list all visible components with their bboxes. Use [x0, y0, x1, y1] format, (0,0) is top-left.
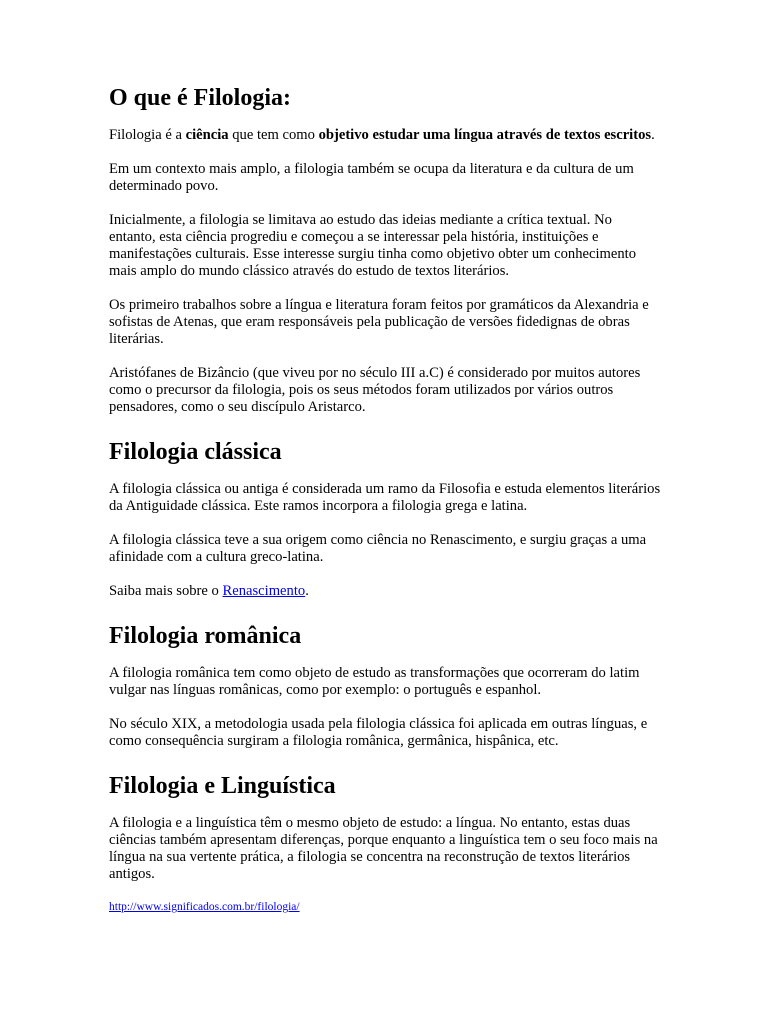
intro-paragraph-2: Em um contexto mais amplo, a filologia também se ocupa da literatura e da cultura de um determinado povo. [109, 161, 634, 194]
intro-p1-text-e: . [651, 127, 655, 143]
page-title: O que é Filologia: [109, 85, 291, 111]
section-title-romanica: Filologia românica [109, 623, 302, 649]
source-url-link[interactable]: http://www.significados.com.br/filologia/ [109, 901, 300, 913]
classica-paragraph-2: A filologia clássica teve a sua origem como ciência no Renascimento, e surgiu graças a uma afinidade com a cultura greco-latina. [109, 532, 647, 565]
intro-paragraph-4: Os primeiro trabalhos sobre a língua e literatura foram feitos por gramáticos da Alexandria e sofistas de Atenas, que eram responsáveis pela publicação de versões fidedignas de obras literárias. [109, 297, 649, 347]
renascimento-link[interactable]: Renascimento [222, 583, 306, 599]
section-title-classica: Filologia clássica [109, 439, 282, 465]
section-title-linguistica: Filologia e Linguística [109, 773, 336, 799]
intro-p1-text-a: Filologia é a [109, 127, 186, 143]
article [109, 83, 661, 933]
romanica-paragraph-2: No século XIX, a metodologia usada pela filologia clássica foi aplicada em outras línguas, e como consequência surgiram a filologia românica, germânica, hispânica, etc. [109, 716, 648, 749]
source-url-paragraph [109, 899, 661, 916]
linguistica-paragraph-1: A filologia e a linguística têm o mesmo objeto de estudo: a língua. No entanto, estas duas ciências também apresentam diferenças, porque enquanto a linguística tem o seu foco mais na língua na sua vertente prática, a filologia se concentra na reconstrução de textos literários antigos. [109, 815, 658, 882]
intro-paragraph-1 [109, 127, 661, 144]
see-more-suffix: . [305, 583, 309, 599]
romanica-paragraph-1: A filologia românica tem como objeto de estudo as transformações que ocorreram do latim vulgar nas línguas românicas, como por exemplo: o português e espanhol. [109, 665, 640, 698]
see-more-prefix: Saiba mais sobre o [109, 583, 223, 599]
intro-paragraph-5: Aristófanes de Bizâncio (que viveu por no século III a.C) é considerado por muitos autores como o precursor da filologia, pois os seus métodos foram utilizados por vários outros pensadores, como o seu discípulo Aristarco. [109, 365, 641, 415]
intro-p1-text-c: que tem como [228, 127, 319, 143]
intro-paragraph-3: Inicialmente, a filologia se limitava ao estudo das ideias mediante a crítica textual. No entanto, esta ciência progrediu e começou a se interessar pela história, instituições e manifestações culturais. Esse interesse surgiu tinha como objetivo obter um conhecimento mais amplo do mundo clássico através do estudo de textos literários. [109, 212, 636, 279]
classica-paragraph-1: A filologia clássica ou antiga é considerada um ramo da Filosofia e estuda elementos literários da Antiguidade clássica. Este ramos incorpora a filologia grega e latina. [109, 481, 661, 514]
classica-see-more [109, 583, 661, 600]
intro-p1-bold-ciencia: ciência [185, 127, 229, 143]
intro-p1-bold-objetivo: objetivo estudar uma língua através de textos escritos [318, 127, 652, 143]
